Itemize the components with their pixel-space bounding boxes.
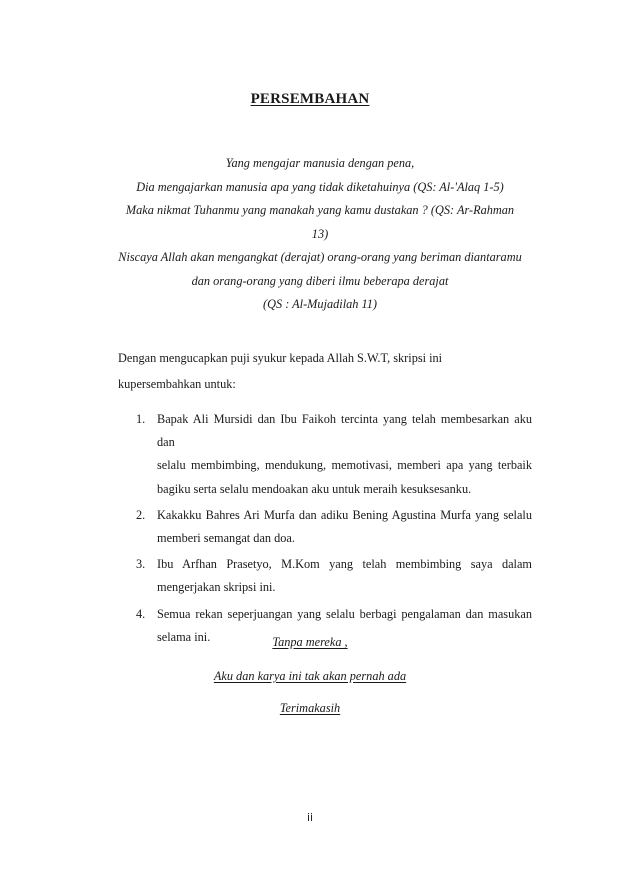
closing-line-3: Terimakasih	[279, 701, 341, 715]
quote-line: Niscaya Allah akan mengangkat (derajat) orang-orang yang beriman diantaramu	[118, 250, 522, 264]
intro-line: Dengan mengucapkan puji syukur kepada Allah S.W.T, skripsi ini	[118, 351, 443, 365]
list-item-line: bagiku serta selalu mendoakan aku untuk meraih kesuksesanku.	[157, 481, 472, 496]
list-number: 3.	[136, 557, 146, 572]
list-item-line: selama ini.	[157, 629, 211, 644]
list-item-line: Kakakku Bahres Ari Murfa dan adiku Bening Agustina Murfa yang selalu	[157, 507, 532, 522]
list-item	[136, 408, 532, 501]
quote-block	[110, 152, 530, 317]
quote-line: 13)	[311, 226, 329, 241]
list-item	[136, 504, 532, 550]
intro-line: kupersembahkan untuk:	[118, 377, 236, 391]
closing-line-2: Aku dan karya ini tak akan pernah ada	[213, 669, 407, 683]
list-item-line: Bapak Ali Mursidi dan Ibu Faikoh tercinta yang telah membesarkan aku dan	[157, 412, 532, 450]
intro-paragraph	[118, 345, 538, 397]
quote-line: dan orang-orang yang diberi ilmu beberapa derajat	[191, 273, 449, 288]
list-number: 2.	[136, 507, 146, 522]
list-number: 1.	[136, 412, 146, 426]
quote-line: Maka nikmat Tuhanmu yang manakah yang kamu dustakan ? (QS: Ar-Rahman	[125, 203, 515, 217]
quote-line: Dia mengajarkan manusia apa yang tidak diketahuinya (QS: Al-'Alaq 1-5)	[136, 179, 504, 194]
list-item	[136, 553, 532, 599]
closing-line-1: Tanpa mereka ,	[272, 635, 348, 649]
list-item-line: Ibu Arfhan Prasetyo, M.Kom yang telah membimbing saya dalam	[157, 557, 532, 572]
page-number: ii	[306, 811, 314, 824]
list-number: 4.	[136, 606, 146, 621]
list-item-line: mengerjakan skripsi ini.	[157, 580, 276, 595]
list-item-line: Semua rekan seperjuangan yang selalu berbagi pengalaman dan masukan	[157, 606, 532, 621]
quote-line: Yang mengajar manusia dengan pena,	[225, 156, 415, 170]
quote-line: (QS : Al-Mujadilah 11)	[263, 297, 377, 311]
list-item-line: selalu membimbing, mendukung, memotivasi, memberi apa yang terbaik	[157, 458, 532, 473]
page-title: PERSEMBAHAN	[250, 91, 370, 107]
dedication-list	[136, 408, 532, 652]
list-item-line: memberi semangat dan doa.	[157, 531, 295, 546]
